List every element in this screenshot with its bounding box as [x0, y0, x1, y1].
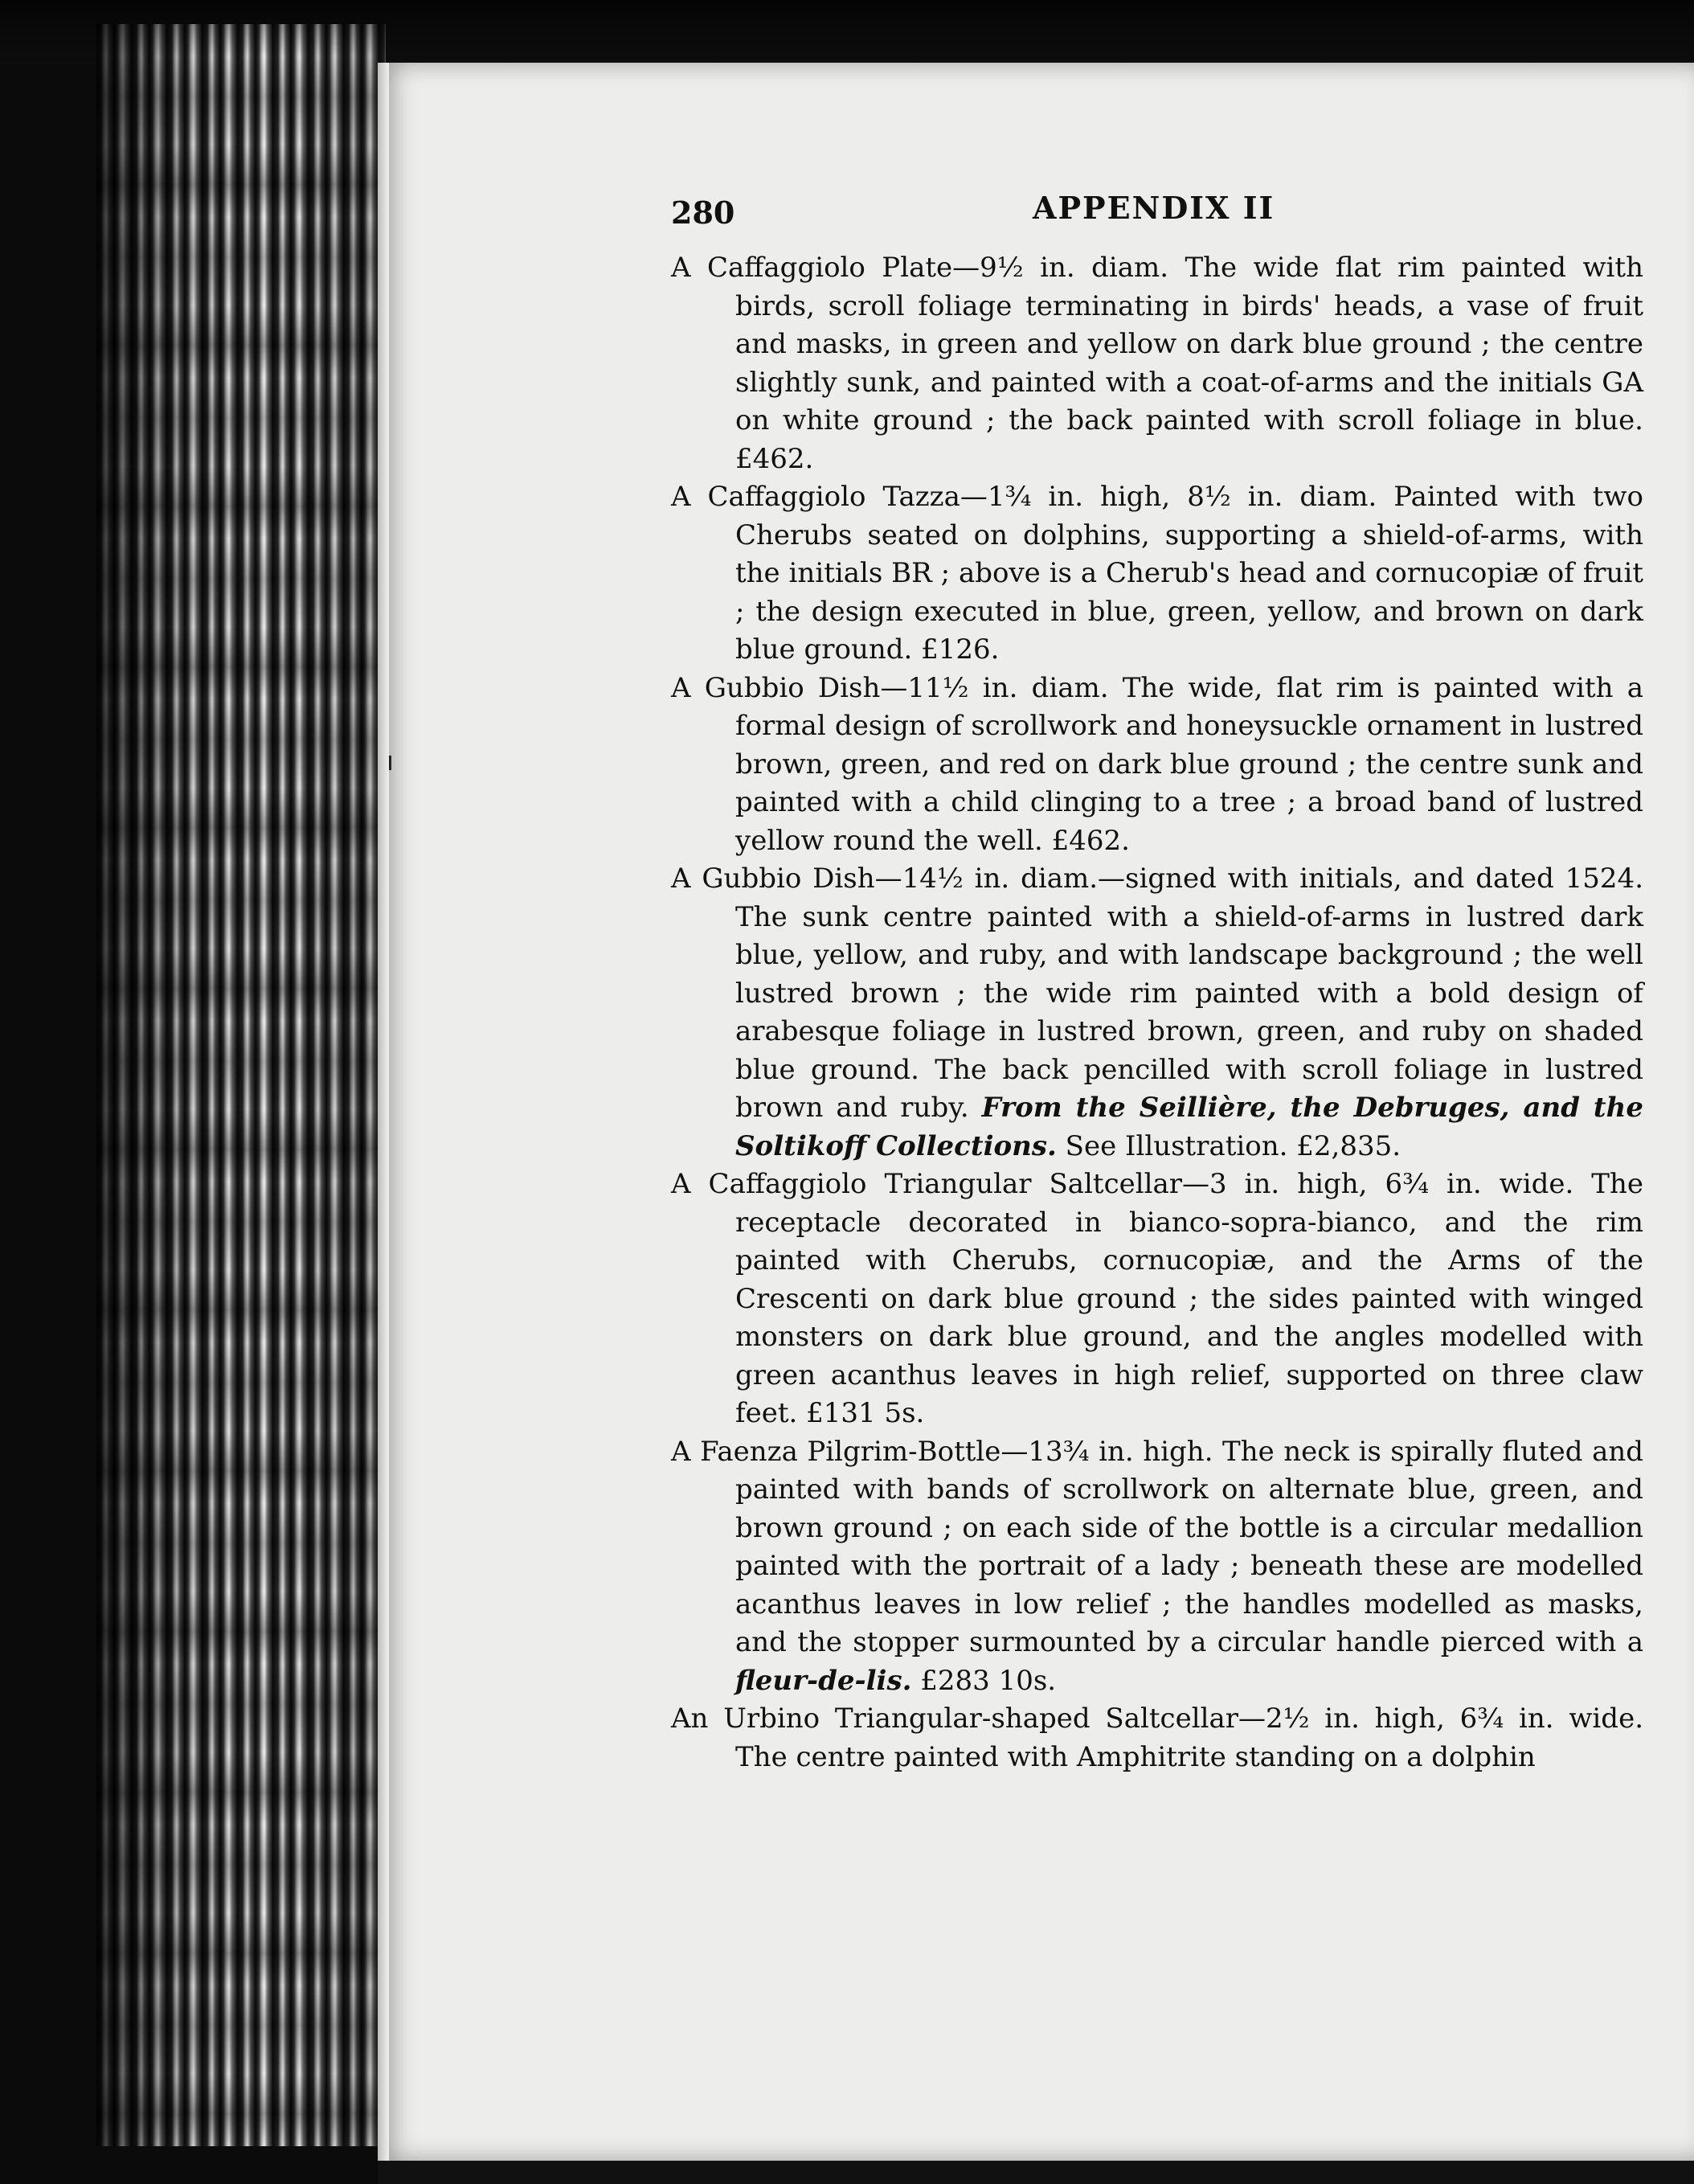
catalogue-entry	[671, 1166, 1643, 1433]
entry-text: A Faenza Pilgrim-Bottle—13¾ in. high. The neck is spirally fluted and painted with bands of scrollwork on alternate blue, green, and brown ground ; on each side of the bottle is a circular medallion painted with the portrait of a lady ; beneath these are modelled acanthus leaves in low relief ; the handles modelled as masks, and the stopper surmounted by a circular handle pierced with a	[671, 1435, 1643, 1658]
page-number: 280	[671, 195, 735, 231]
entry-text: A Caffaggiolo Tazza—1¾ in. high, 8½ in. diam. Painted with two Cherubs seated on dolphins, supporting a shield-of-arms, with the initials BR ; above is a Cherub's head and cornucopiæ of fruit ; the design executed in blue, green, yellow, and brown on dark blue ground. £126.	[671, 481, 1643, 666]
entry-text-end: See Illustration. £2,835.	[1056, 1129, 1401, 1162]
entry-italic-term: fleur-de-lis.	[735, 1664, 912, 1697]
catalogue-entry	[671, 478, 1643, 670]
entry-text: A Gubbio Dish—11½ in. diam. The wide, flat rim is painted with a formal design of scrollwork and honeysuckle ornament in lustred brown, green, and red on dark blue ground ; the centre sunk and painted with a child clinging to a tree ; a broad band of lustred yellow round the well. £462.	[671, 671, 1643, 857]
page-gutter	[378, 63, 389, 2161]
entry-provenance: From the Seillière, the Debruges, and the Soltikoff Collections.	[735, 1092, 1643, 1162]
entry-text: An Urbino Triangular-shaped Saltcellar—2½ in. high, 6¾ in. wide. The centre painted with Amphitrite standing on a dolphin	[671, 1703, 1643, 1773]
catalogue-entry	[671, 1433, 1643, 1701]
catalogue-entry	[671, 860, 1643, 1166]
catalogue-entry	[671, 670, 1643, 861]
entry-text: A Caffaggiolo Triangular Saltcellar—3 in. high, 6¾ in. wide. The receptacle decorated in bianco-sopra-bianco, and the rim painted with Cherubs, cornucopiæ, and the Arms of the Crescenti on dark blue ground ; the sides painted with winged monsters on dark blue ground, and the angles modelled with green acanthus leaves in high relief, supported on three claw feet. £131 5s.	[671, 1168, 1643, 1429]
entry-text: A Caffaggiolo Plate—9½ in. diam. The wide flat rim painted with birds, scroll foliage terminating in birds' heads, a vase of fruit and masks, in green and yellow on dark blue ground ; the centre slightly sunk, and painted with a coat-of-arms and the initials GA on white ground ; the back painted with scroll foliage in blue. £462.	[671, 252, 1643, 475]
catalogue-entry	[671, 249, 1643, 478]
stray-mark	[389, 756, 391, 770]
entry-text: A Gubbio Dish—14½ in. diam.—signed with initials, and dated 1524. The sunk centre painted with a shield-of-arms in lustred dark blue, yellow, and ruby, and with landscape background ; the well lustred brown ; the wide rim painted with a bold design of arabesque foliage in lustred brown, green, and ruby on shaded blue ground. The back pencilled with scroll foliage in lustred brown and ruby.	[671, 863, 1643, 1124]
catalogue-entry	[671, 1700, 1643, 1776]
bottom-border	[378, 2161, 1694, 2184]
running-head	[671, 190, 1643, 238]
entry-text-end: £283 10s.	[911, 1664, 1057, 1697]
running-title: APPENDIX II	[1033, 190, 1275, 226]
page-edges-shading	[96, 24, 386, 2146]
text-block	[671, 190, 1643, 1776]
